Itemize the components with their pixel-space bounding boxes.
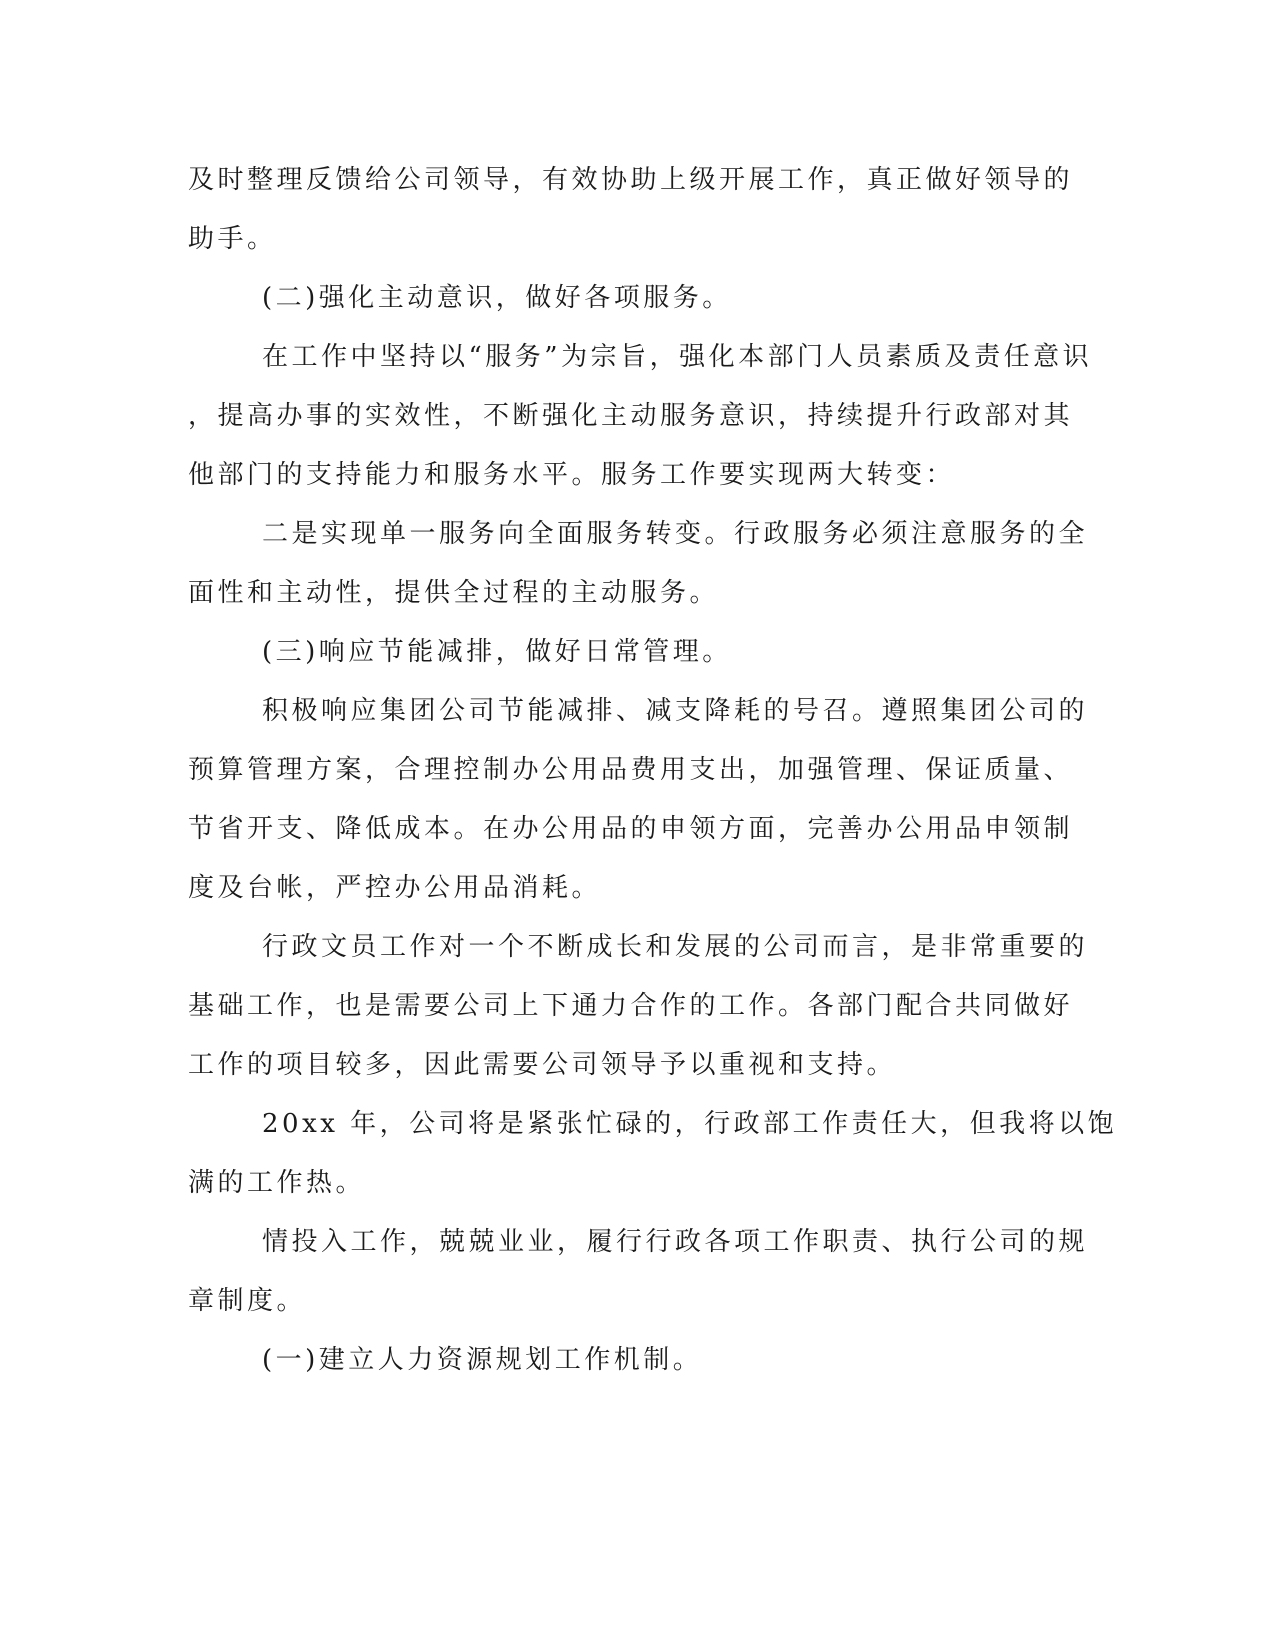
text-line: 节省开支、降低成本。在办公用品的申领方面，完善办公用品申领制	[188, 814, 1074, 844]
text-line: ，提高办事的实效性，不断强化主动服务意识，持续提升行政部对其	[188, 401, 1074, 431]
text-line: 及时整理反馈给公司领导，有效协助上级开展工作，真正做好领导的	[188, 165, 1074, 195]
section-heading: (一)建立人力资源规划工作机制。	[262, 1345, 703, 1375]
text-line: 满的工作热。	[188, 1168, 366, 1198]
text-line: 度及台帐，严控办公用品消耗。	[188, 873, 602, 903]
text-line: 他部门的支持能力和服务水平。服务工作要实现两大转变：	[188, 460, 956, 490]
text-line: 情投入工作，兢兢业业，履行行政各项工作职责、执行公司的规	[262, 1227, 1089, 1257]
text-line: 助手。	[188, 224, 277, 254]
text-line: 工作的项目较多，因此需要公司领导予以重视和支持。	[188, 1050, 897, 1080]
section-heading: (二)强化主动意识，做好各项服务。	[262, 283, 732, 313]
text-line: 预算管理方案，合理控制办公用品费用支出，加强管理、保证质量、	[188, 755, 1074, 785]
text-line: 积极响应集团公司节能减排、减支降耗的号召。遵照集团公司的	[262, 696, 1089, 726]
text-line: 20xx 年，公司将是紧张忙碌的，行政部工作责任大，但我将以饱	[262, 1109, 1118, 1139]
text-line: 面性和主动性，提供全过程的主动服务。	[188, 578, 720, 608]
text-line: 章制度。	[188, 1286, 307, 1316]
text-line: 基础工作，也是需要公司上下通力合作的工作。各部门配合共同做好	[188, 991, 1074, 1021]
section-heading: (三)响应节能减排，做好日常管理。	[262, 637, 732, 667]
text-line: 行政文员工作对一个不断成长和发展的公司而言，是非常重要的	[262, 932, 1089, 962]
text-line: 在工作中坚持以“服务”为宗旨，强化本部门人员素质及责任意识	[262, 342, 1093, 372]
text-line: 二是实现单一服务向全面服务转变。行政服务必须注意服务的全	[262, 519, 1089, 549]
